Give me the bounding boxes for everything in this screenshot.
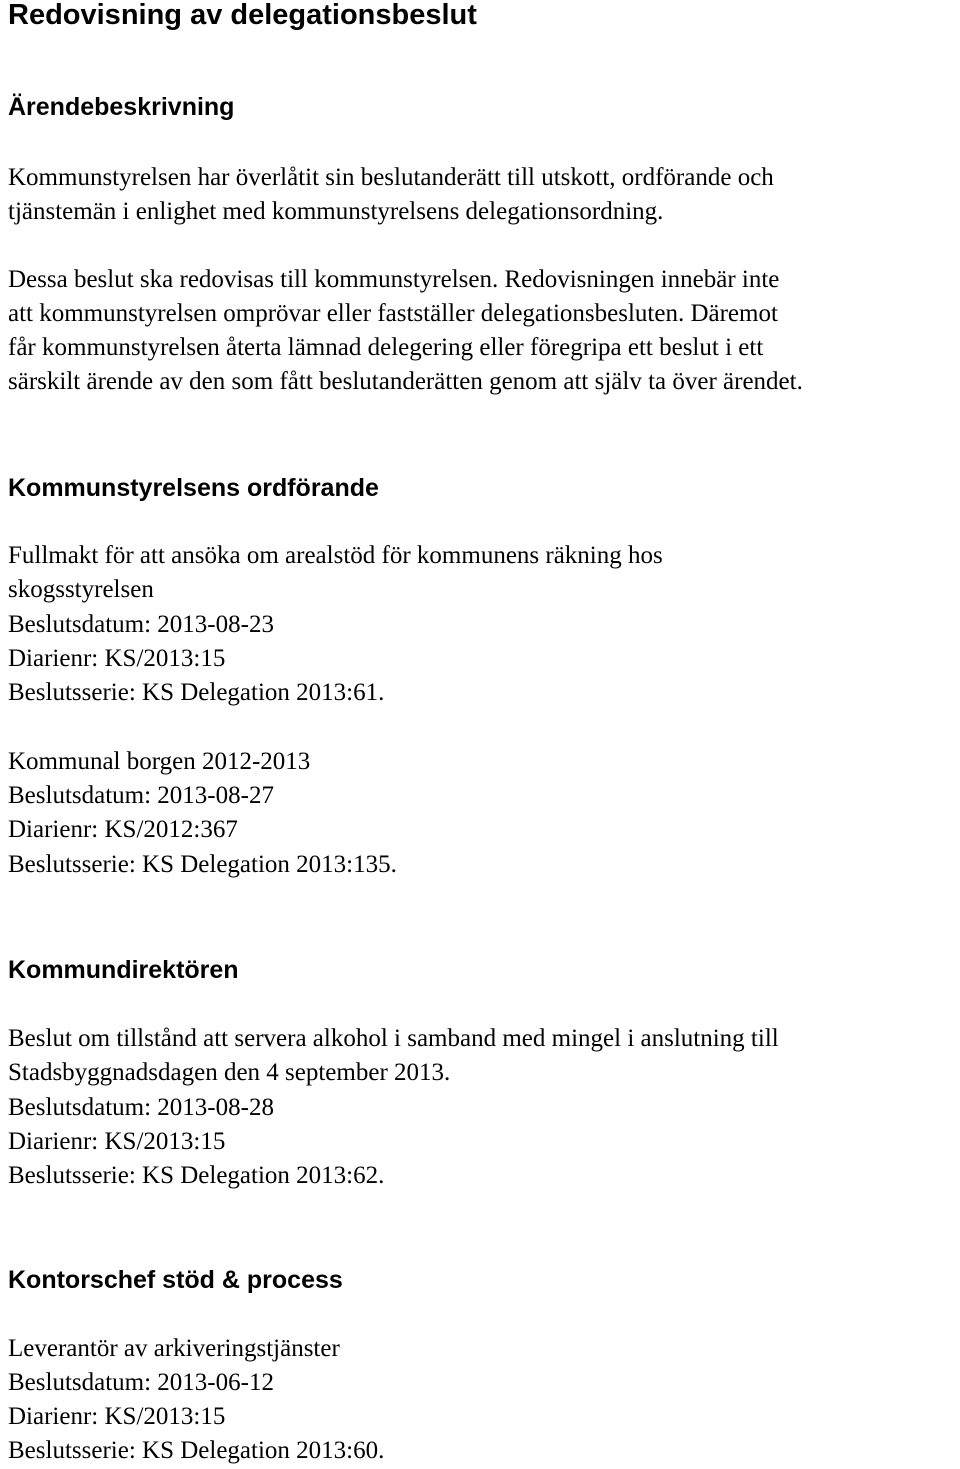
decision-diarienr: Diarienr: KS/2013:15 — [8, 1128, 226, 1155]
decision-series: Beslutsserie: KS Delegation 2013:135. — [8, 851, 397, 878]
decision-date: Beslutsdatum: 2013-08-23 — [8, 611, 274, 638]
decision-diarienr: Diarienr: KS/2013:15 — [8, 645, 226, 672]
decision-date: Beslutsdatum: 2013-08-28 — [8, 1094, 274, 1121]
description-line: att kommunstyrelsen omprövar eller fastställer delegationsbesluten. Däremot — [8, 300, 778, 327]
decision-diarienr: Diarienr: KS/2012:367 — [8, 816, 238, 843]
description-line: tjänstemän i enlighet med kommunstyrelsens delegationsordning. — [8, 198, 664, 225]
description-heading: Ärendebeskrivning — [8, 93, 235, 121]
decision-line: Stadsbyggnadsdagen den 4 september 2013. — [8, 1059, 451, 1086]
description-line: särskilt ärende av den som fått beslutanderätten genom att själv ta över ärendet. — [8, 368, 803, 395]
description-line: får kommunstyrelsen återta lämnad delegering eller föregripa ett beslut i ett — [8, 334, 764, 361]
decision-line: Leverantör av arkiveringstjänster — [8, 1335, 340, 1362]
decision-series: Beslutsserie: KS Delegation 2013:61. — [8, 679, 385, 706]
document-title: Redovisning av delegationsbeslut — [8, 0, 477, 31]
decision-series: Beslutsserie: KS Delegation 2013:62. — [8, 1162, 385, 1189]
decision-line: Beslut om tillstånd att servera alkohol i samband med mingel i anslutning till — [8, 1025, 779, 1052]
decision-date: Beslutsdatum: 2013-08-27 — [8, 782, 274, 809]
decision-date: Beslutsdatum: 2013-06-12 — [8, 1369, 274, 1396]
section-heading-kontorschef: Kontorschef stöd & process — [8, 1266, 343, 1294]
description-line: Kommunstyrelsen har överlåtit sin beslutanderätt till utskott, ordförande och — [8, 164, 774, 191]
section-heading-ordforande: Kommunstyrelsens ordförande — [8, 474, 379, 502]
decision-diarienr: Diarienr: KS/2013:15 — [8, 1403, 226, 1430]
decision-series: Beslutsserie: KS Delegation 2013:60. — [8, 1437, 385, 1464]
section-heading-kommundirektoren: Kommundirektören — [8, 956, 239, 984]
decision-line: Kommunal borgen 2012-2013 — [8, 748, 311, 775]
decision-line: skogsstyrelsen — [8, 576, 154, 603]
description-line: Dessa beslut ska redovisas till kommunstyrelsen. Redovisningen innebär inte — [8, 266, 780, 293]
decision-line: Fullmakt för att ansöka om arealstöd för kommunens räkning hos — [8, 542, 663, 569]
